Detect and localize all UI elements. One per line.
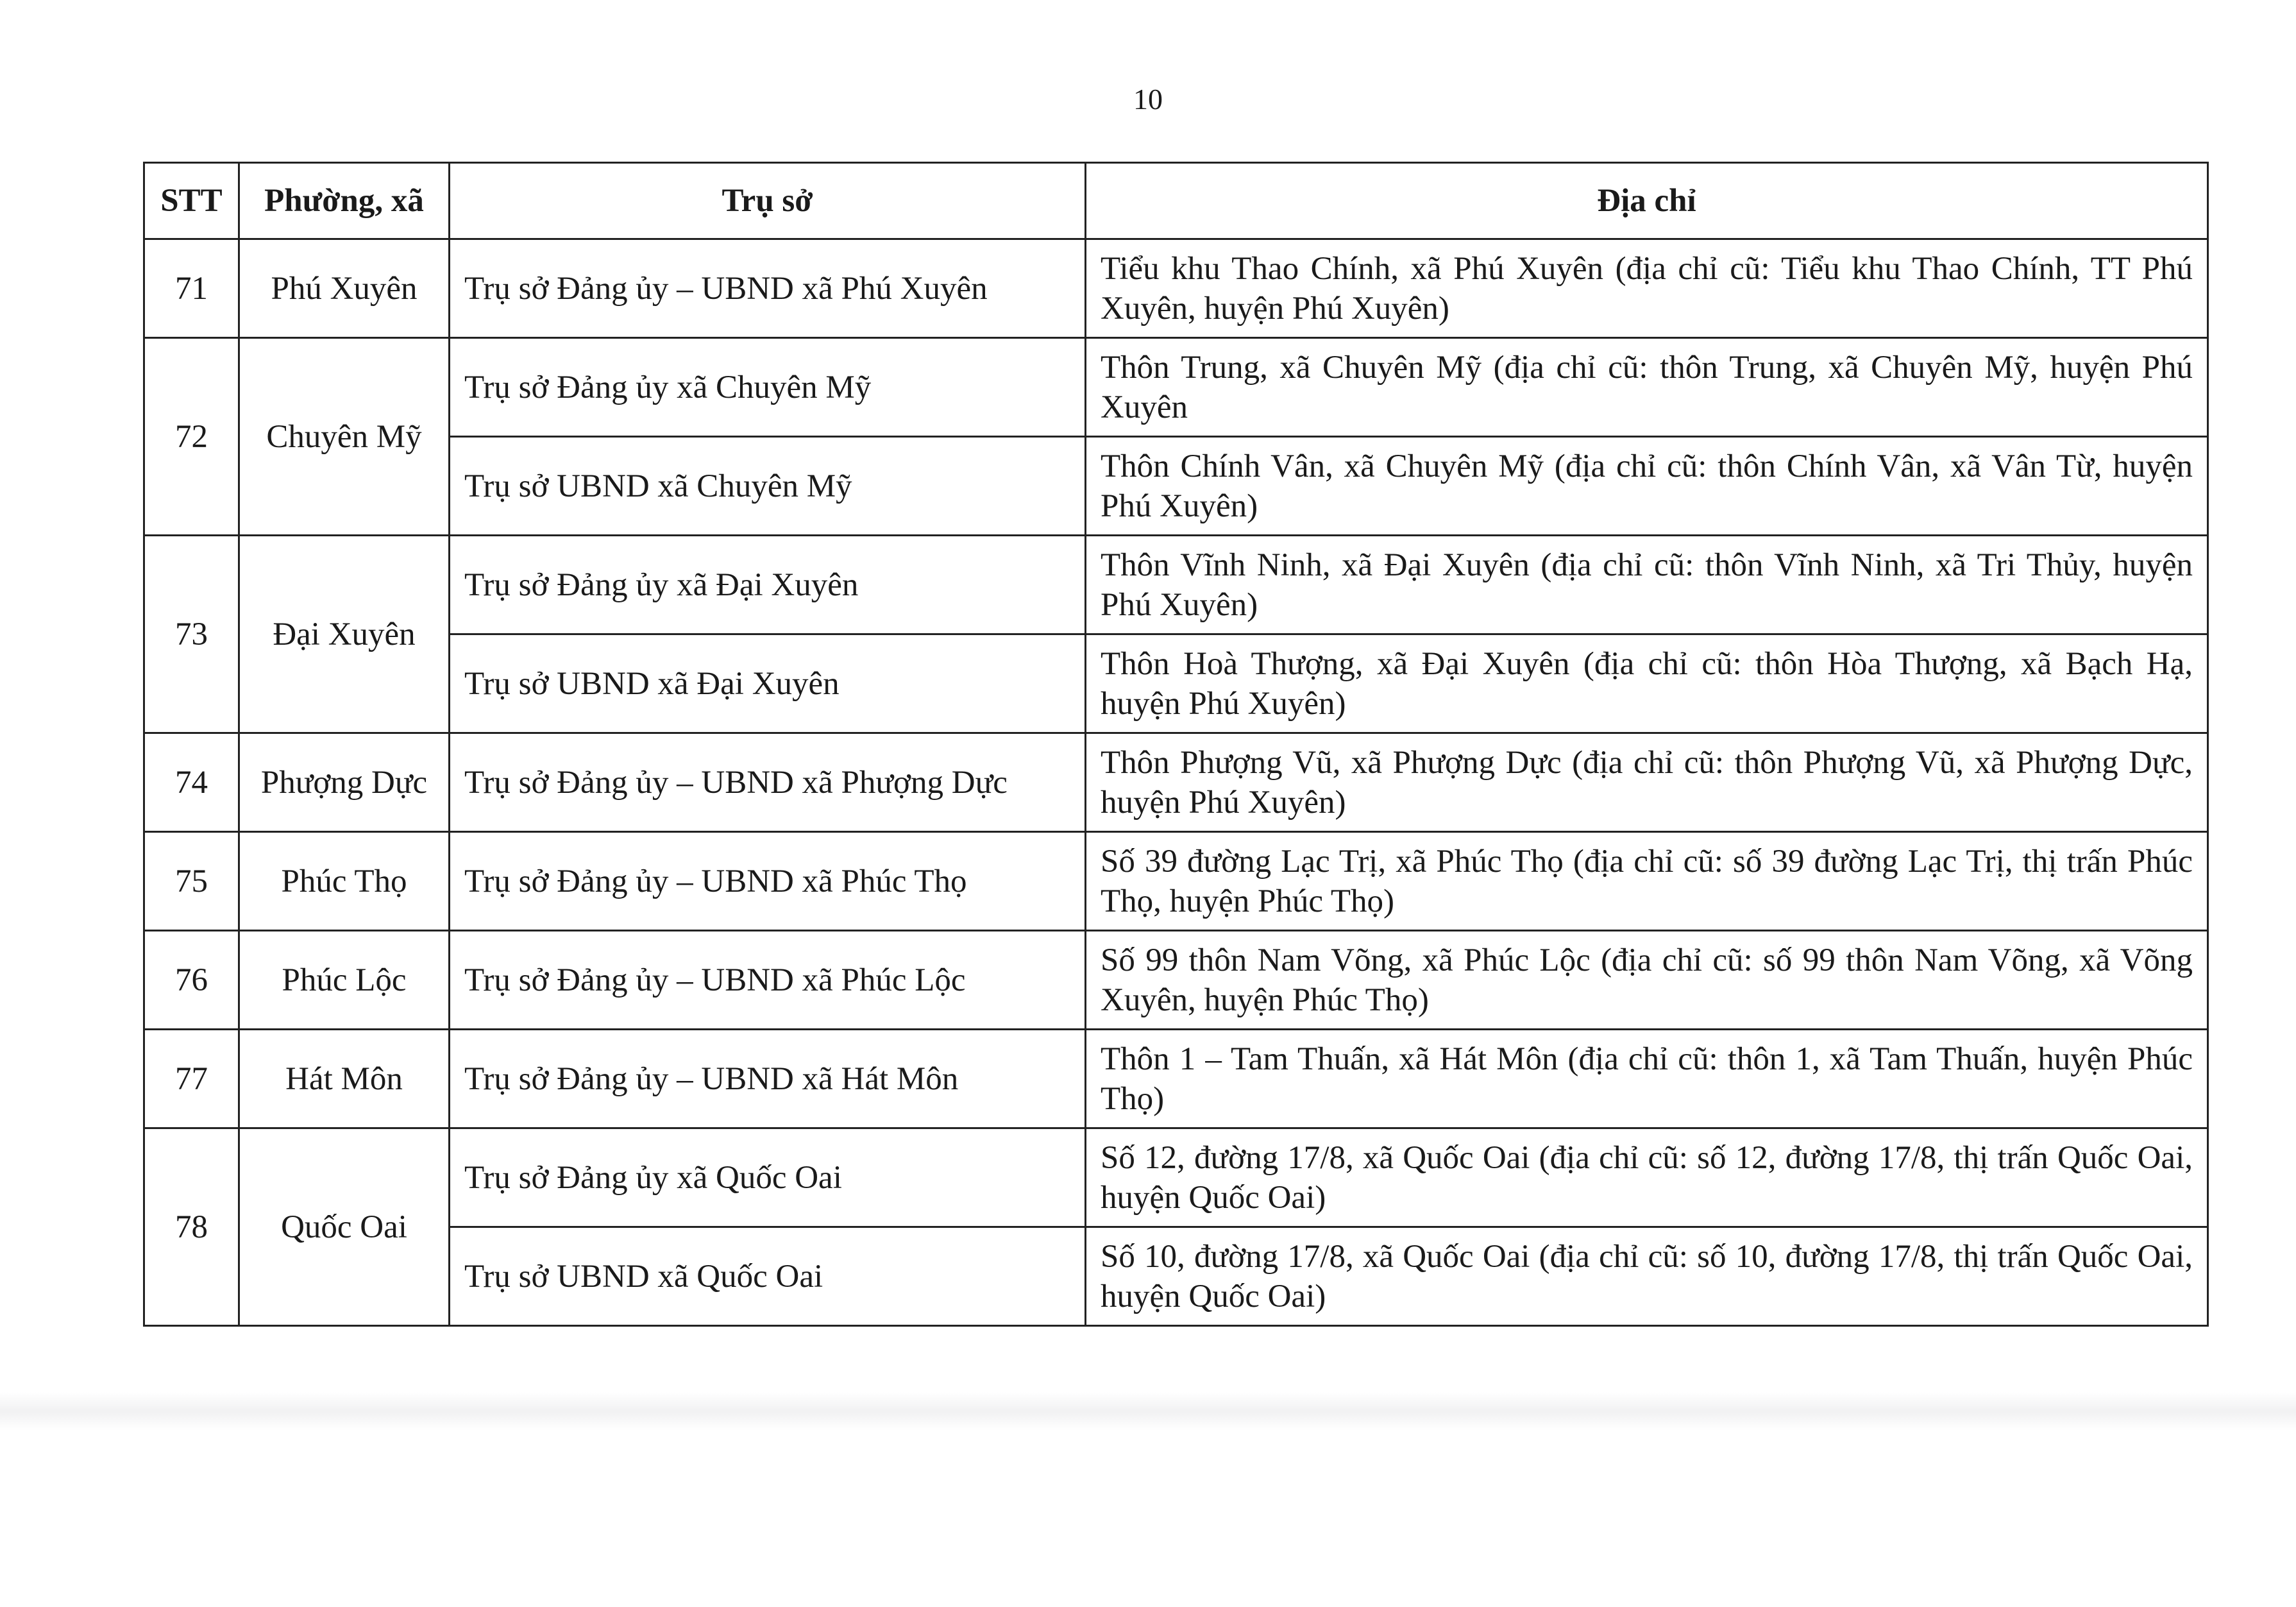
cell-ward: Phúc Thọ [239,832,450,931]
scan-shadow [0,1392,2296,1431]
cell-address: Số 12, đường 17/8, xã Quốc Oai (địa chỉ cũ: số 12, đường 17/8, thị trấn Quốc Oai, huyện Quốc Oai) [1086,1128,2208,1227]
cell-office: Trụ sở Đảng ủy – UBND xã Phượng Dực [450,733,1086,832]
cell-ward: Hát Môn [239,1030,450,1128]
table-row [144,1128,2208,1227]
table-row [144,239,2208,338]
table-row [144,634,2208,733]
table-header-row [144,163,2208,239]
cell-address: Thôn Vĩnh Ninh, xã Đại Xuyên (địa chỉ cũ: thôn Vĩnh Ninh, xã Tri Thủy, huyện Phú Xuyên) [1086,536,2208,634]
table-row [144,1227,2208,1326]
cell-address: Số 10, đường 17/8, xã Quốc Oai (địa chỉ cũ: số 10, đường 17/8, thị trấn Quốc Oai, huyện Quốc Oai) [1086,1227,2208,1326]
header-stt: STT [144,163,239,239]
table-row [144,437,2208,536]
header-office: Trụ sở [450,163,1086,239]
table-row [144,832,2208,931]
cell-ward: Phúc Lộc [239,931,450,1030]
cell-ward: Đại Xuyên [239,536,450,733]
table-row [144,1030,2208,1128]
cell-address: Thôn Phượng Vũ, xã Phượng Dực (địa chỉ cũ: thôn Phượng Vũ, xã Phượng Dực, huyện Phú Xuyên) [1086,733,2208,832]
table-row [144,733,2208,832]
table-row [144,338,2208,437]
cell-office: Trụ sở Đảng ủy xã Đại Xuyên [450,536,1086,634]
cell-office: Trụ sở Đảng ủy – UBND xã Phúc Lộc [450,931,1086,1030]
cell-address: Thôn Chính Vân, xã Chuyên Mỹ (địa chỉ cũ: thôn Chính Vân, xã Vân Từ, huyện Phú Xuyên) [1086,437,2208,536]
cell-office: Trụ sở Đảng ủy xã Chuyên Mỹ [450,338,1086,437]
cell-office: Trụ sở Đảng ủy – UBND xã Phúc Thọ [450,832,1086,931]
cell-stt: 73 [144,536,239,733]
cell-stt: 72 [144,338,239,536]
cell-stt: 75 [144,832,239,931]
cell-stt: 71 [144,239,239,338]
cell-address: Số 99 thôn Nam Võng, xã Phúc Lộc (địa chỉ cũ: số 99 thôn Nam Võng, xã Võng Xuyên, huyện Phúc Thọ) [1086,931,2208,1030]
cell-office: Trụ sở Đảng ủy – UBND xã Phú Xuyên [450,239,1086,338]
table-row [144,536,2208,634]
cell-stt: 78 [144,1128,239,1326]
cell-ward: Phú Xuyên [239,239,450,338]
cell-stt: 74 [144,733,239,832]
cell-ward: Chuyên Mỹ [239,338,450,536]
cell-office: Trụ sở UBND xã Đại Xuyên [450,634,1086,733]
cell-stt: 76 [144,931,239,1030]
ward-office-table [143,162,2209,1327]
cell-address: Số 39 đường Lạc Trị, xã Phúc Thọ (địa chỉ cũ: số 39 đường Lạc Trị, thị trấn Phúc Thọ, huyện Phúc Thọ) [1086,832,2208,931]
cell-address: Thôn Hoà Thượng, xã Đại Xuyên (địa chỉ cũ: thôn Hòa Thượng, xã Bạch Hạ, huyện Phú Xuyên) [1086,634,2208,733]
page-number: 10 [1133,83,1163,115]
cell-address: Tiểu khu Thao Chính, xã Phú Xuyên (địa chỉ cũ: Tiểu khu Thao Chính, TT Phú Xuyên, huyện Phú Xuyên) [1086,239,2208,338]
header-ward: Phường, xã [239,163,450,239]
cell-address: Thôn 1 – Tam Thuấn, xã Hát Môn (địa chỉ cũ: thôn 1, xã Tam Thuấn, huyện Phúc Thọ) [1086,1030,2208,1128]
table-row [144,931,2208,1030]
header-address: Địa chỉ [1086,163,2208,239]
cell-office: Trụ sở Đảng ủy – UBND xã Hát Môn [450,1030,1086,1128]
cell-address: Thôn Trung, xã Chuyên Mỹ (địa chỉ cũ: thôn Trung, xã Chuyên Mỹ, huyện Phú Xuyên [1086,338,2208,437]
cell-ward: Phượng Dực [239,733,450,832]
cell-office: Trụ sở Đảng ủy xã Quốc Oai [450,1128,1086,1227]
cell-stt: 77 [144,1030,239,1128]
cell-office: Trụ sở UBND xã Quốc Oai [450,1227,1086,1326]
cell-ward: Quốc Oai [239,1128,450,1326]
table-body [144,239,2208,1326]
cell-office: Trụ sở UBND xã Chuyên Mỹ [450,437,1086,536]
